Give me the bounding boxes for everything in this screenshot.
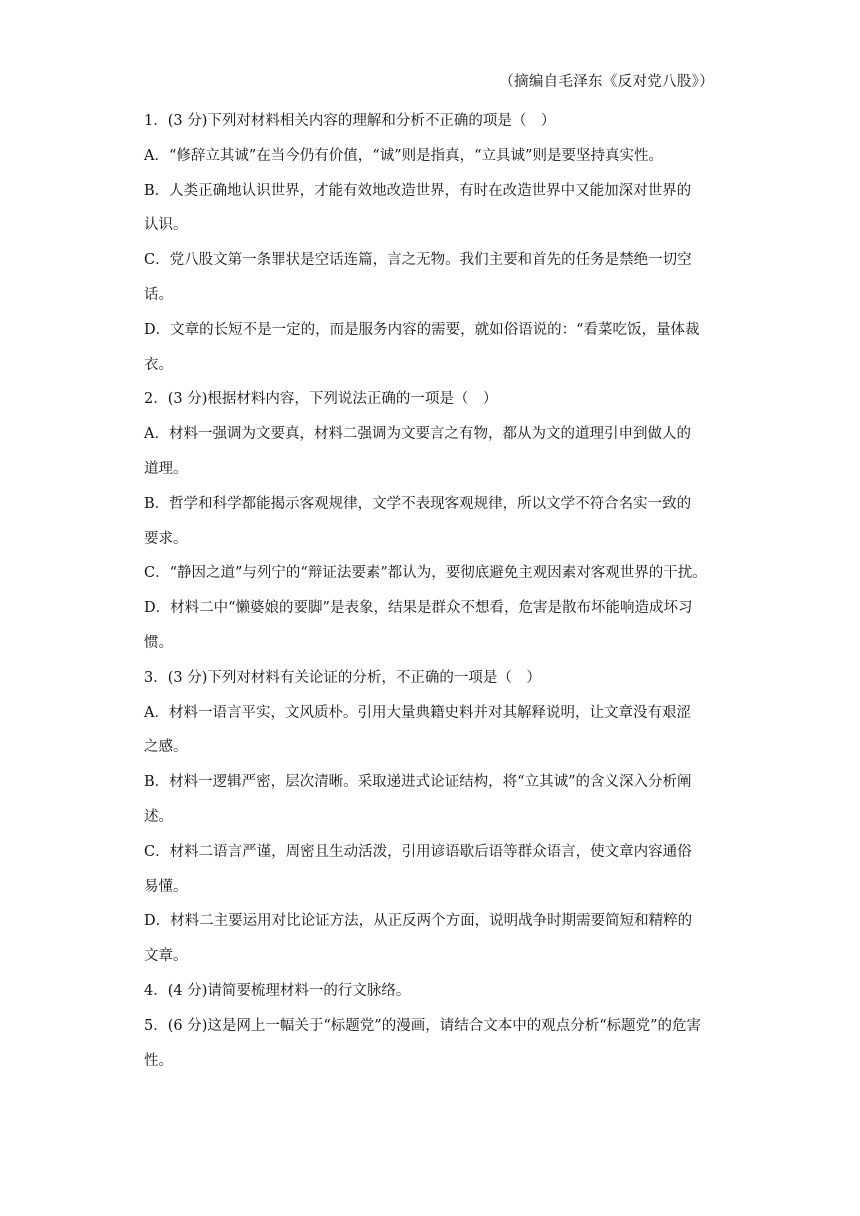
question-2-option-a: A．材料一强调为文要真，材料二强调为文要言之有物，都从为文的道理引申到做人的 xyxy=(144,426,691,443)
question-1-option-c-cont: 话。 xyxy=(144,286,173,303)
question-2-option-c: C．“静因之道”与列宁的“辩证法要素”都认为，要彻底避免主观因素对客观世界的干扰。 xyxy=(144,565,707,582)
question-2-option-d-cont: 惯。 xyxy=(144,634,173,651)
question-3-option-c-cont: 易懂。 xyxy=(144,878,188,895)
source-citation: （摘编自毛泽东《反对党八股》） xyxy=(499,74,714,90)
question-3-option-c: C．材料二语言严谨，周密且生动活泼，引用谚语歇后语等群众语言，使文章内容通俗 xyxy=(144,843,692,860)
question-2-stem: 2．(3 分)根据材料内容，下列说法正确的一项是（ ） xyxy=(144,391,498,408)
question-3-stem: 3．(3 分)下列对材料有关论证的分析，不正确的一项是（ ） xyxy=(144,669,541,686)
question-3-option-b-cont: 述。 xyxy=(144,808,173,825)
question-2-option-a-cont: 道理。 xyxy=(144,460,188,477)
question-1-option-a: A．“修辞立其诚”在当今仍有价值，“诚”则是指真，“立具诚”则是要坚持真实性。 xyxy=(144,147,663,164)
question-2-option-d: D．材料二中“懒婆娘的要脚”是表象，结果是群众不想看，危害是散布坏能响造成坏习 xyxy=(144,600,693,617)
question-4-stem: 4．(4 分)请简要梳理材料一的行文脉络。 xyxy=(144,982,411,999)
question-3-option-d-cont: 文章。 xyxy=(144,948,188,965)
question-1-option-b: B．人类正确地认识世界，才能有效地改造世界，有时在改造世界中又能加深对世界的 xyxy=(144,182,692,199)
question-1-stem: 1．(3 分)下列对材料相关内容的理解和分析不正确的项是（ ） xyxy=(144,113,556,129)
question-1-option-d: D．文章的长短不是一定的，而是服务内容的需要，就如俗语说的：“看菜吃饭，量体裁 xyxy=(144,321,700,338)
question-3-option-a: A．材料一语言平实，文风质朴。引用大量典籍史料并对其解释说明，让文章没有艰涩 xyxy=(144,704,691,721)
question-2-option-b: B．哲学和科学都能揭示客观规律，文学不表现客观规律，所以文学不符合名实一致的 xyxy=(144,495,692,512)
question-body xyxy=(144,104,720,1078)
question-1-option-b-cont: 认识。 xyxy=(144,217,188,234)
question-2-option-b-cont: 要求。 xyxy=(144,530,188,547)
question-5-stem-cont: 性。 xyxy=(144,1052,173,1069)
question-1-option-d-cont: 衣。 xyxy=(144,356,173,373)
question-5-stem: 5．(6 分)这是网上一幅关于“标题党”的漫画，请结合文本中的观点分析“标题党”的危害 xyxy=(144,1017,702,1034)
question-3-option-d: D．材料二主要运用对比论证方法，从正反两个方面，说明战争时期需要简短和精粹的 xyxy=(144,913,693,930)
question-3-option-a-cont: 之感。 xyxy=(144,739,188,756)
question-3-option-b: B．材料一逻辑严密，层次清晰。采取递进式论证结构，将“立其诚”的含义深入分析阐 xyxy=(144,774,692,791)
question-1-option-c: C．党八股文第一条罪状是空话连篇，言之无物。我们主要和首先的任务是禁绝一切空 xyxy=(144,252,692,269)
